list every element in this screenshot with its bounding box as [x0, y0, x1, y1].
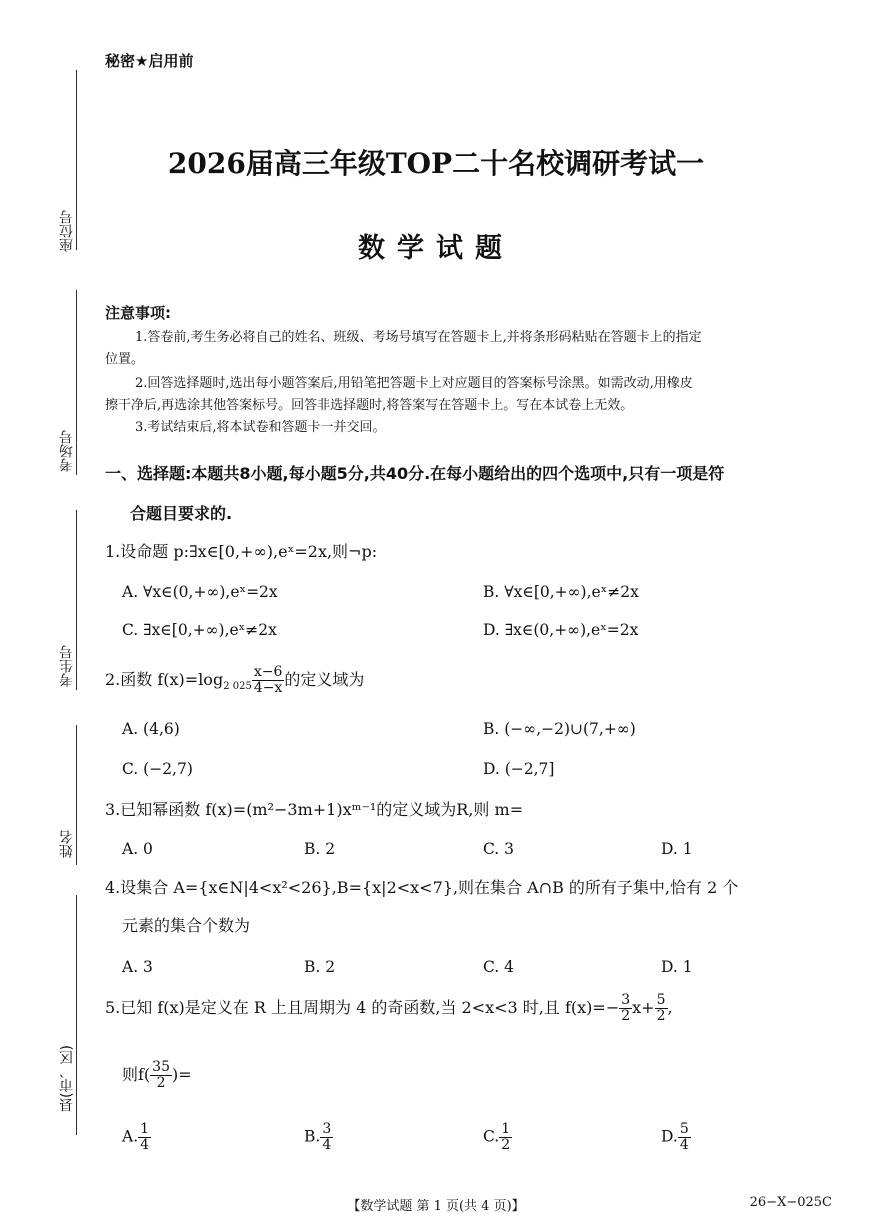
question-5-stem-line1	[105, 993, 835, 1024]
exam-room-label: 考场号	[59, 430, 75, 472]
page-footer: 【数学试题 第 1 页(共 4 页)】	[347, 1199, 525, 1214]
question-2-option-c: C. (−2,7)	[122, 760, 193, 778]
paper-code: 26−X−025C	[749, 1195, 832, 1210]
question-5-stem2-pre: 则f(	[122, 1065, 151, 1084]
question-5-option-d-num: 5	[679, 1121, 689, 1137]
question-5-option-a-label: A.	[122, 1127, 139, 1146]
question-5-stem2-post: )=	[172, 1065, 192, 1084]
question-4-stem-line2: 元素的集合个数为	[122, 916, 251, 935]
question-3-option-c: C. 3	[483, 840, 515, 858]
question-1-stem: 1.设命题 p:∃x∈[0,+∞),eˣ=2x,则¬p:	[105, 542, 378, 561]
question-5-stem-line2	[122, 1060, 852, 1091]
confidential-mark: 秘密★启用前	[105, 52, 194, 70]
name-label: 姓名	[59, 830, 75, 858]
question-4-stem-line1: 4.设集合 A={x∈N|4<x²<26},B={x|2<x<7},则在集合 A∩B 的所有子集中,恰有 2 个	[105, 878, 739, 897]
question-4-option-c: C. 4	[483, 958, 515, 976]
question-2-frac-den: 4−x	[253, 680, 283, 696]
question-5-frac-3	[150, 1060, 172, 1091]
question-2-option-b: B. (−∞,−2)∪(7,+∞)	[483, 720, 636, 738]
question-2-option-a: A. (4,6)	[122, 720, 180, 738]
question-5-stem-post: ,	[667, 998, 673, 1017]
question-5-option-c	[483, 1122, 512, 1153]
question-5-option-b-den: 4	[322, 1137, 332, 1153]
question-2-stem-pre: 2.函数 f(x)=log	[105, 670, 224, 689]
question-5-option-c-num: 1	[501, 1121, 511, 1137]
question-5-option-b-num: 3	[322, 1121, 332, 1137]
question-5-option-c-label: C.	[483, 1127, 500, 1146]
notice-line-4: 擦干净后,再选涂其他答案标号。回答非选择题时,将答案写在答题卡上。写在本试卷上无效。	[105, 398, 634, 413]
notice-line-2: 位置。	[105, 352, 145, 367]
section-heading-line2: 合题目要求的.	[130, 504, 233, 523]
question-5-frac-2	[655, 993, 668, 1024]
question-5-stem-pre: 5.已知 f(x)是定义在 R 上且周期为 4 的奇函数,当 2<x<3 时,且 f(x)=−	[105, 998, 620, 1017]
question-2-frac-num: x−6	[253, 664, 283, 680]
question-5-frac-1-num: 3	[621, 992, 631, 1008]
question-2-stem-post: 的定义域为	[284, 670, 365, 689]
section-heading-line1: 一、选择题:本题共8小题,每小题5分,共40分.在每小题给出的四个选项中,只有一项是符	[105, 464, 725, 483]
notice-line-3: 2.回答选择题时,选出每小题答案后,用铅笔把答题卡上对应题目的答案标号涂黑。如需改动,用橡皮	[135, 376, 693, 391]
question-1-option-a: A. ∀x∈(0,+∞),eˣ=2x	[122, 583, 278, 601]
notice-line-5: 3.考试结束后,将本试卷和答题卡一并交回。	[135, 420, 386, 435]
exam-title: 2026届高三年级TOP二十名校调研考试一	[167, 147, 705, 180]
question-5-option-a	[122, 1122, 151, 1153]
question-3-option-b: B. 2	[304, 840, 336, 858]
subject-title: 数学试题	[358, 233, 514, 264]
question-1-option-d: D. ∃x∈(0,+∞),eˣ=2x	[483, 621, 639, 639]
question-3-stem: 3.已知幂函数 f(x)=(m²−3m+1)xᵐ⁻¹的定义域为R,则 m=	[105, 800, 524, 819]
notice-line-1: 1.答卷前,考生务必将自己的姓名、班级、考场号填写在答题卡上,并将条形码粘贴在答题卡上的指定	[135, 330, 702, 345]
question-5-option-a-den: 4	[140, 1137, 150, 1153]
candidate-number-label: 考生号	[59, 645, 75, 687]
question-5-frac-1-den: 2	[621, 1008, 631, 1024]
question-1-option-b: B. ∀x∈[0,+∞),eˣ≠2x	[483, 583, 639, 601]
question-5-option-b-frac	[320, 1122, 333, 1153]
question-5-option-d	[661, 1122, 691, 1153]
question-4-option-b: B. 2	[304, 958, 336, 976]
question-2-log-base: 2 025	[223, 681, 252, 693]
question-5-stem-mid: x+	[632, 998, 655, 1017]
question-5-frac-2-den: 2	[656, 1008, 666, 1024]
question-2-fraction	[252, 665, 285, 696]
question-5-option-d-frac	[678, 1122, 691, 1153]
question-5-frac-1	[619, 993, 632, 1024]
question-5-option-a-frac	[138, 1122, 151, 1153]
question-5-frac-2-num: 5	[656, 992, 666, 1008]
question-5-option-c-den: 2	[501, 1137, 511, 1153]
question-5-option-b	[304, 1122, 333, 1153]
question-5-option-d-den: 4	[679, 1137, 689, 1153]
question-3-option-d: D. 1	[661, 840, 693, 858]
question-4-option-d: D. 1	[661, 958, 693, 976]
question-2-option-d: D. (−2,7]	[483, 760, 555, 778]
seat-number-label: 座位号	[59, 210, 75, 252]
question-5-frac-3-num: 35	[152, 1059, 170, 1075]
question-5-option-b-label: B.	[304, 1127, 321, 1146]
question-2-stem	[105, 665, 835, 699]
question-5-option-d-label: D.	[661, 1127, 678, 1146]
question-5-frac-3-den: 2	[156, 1075, 166, 1091]
question-4-option-a: A. 3	[122, 958, 153, 976]
notice-heading: 注意事项:	[105, 304, 171, 322]
question-5-option-c-frac	[499, 1122, 512, 1153]
question-5-option-a-num: 1	[140, 1121, 150, 1137]
county-label: 县(市、区)	[59, 1045, 75, 1112]
question-1-option-c: C. ∃x∈[0,+∞),eˣ≠2x	[122, 621, 277, 639]
question-3-option-a: A. 0	[122, 840, 153, 858]
